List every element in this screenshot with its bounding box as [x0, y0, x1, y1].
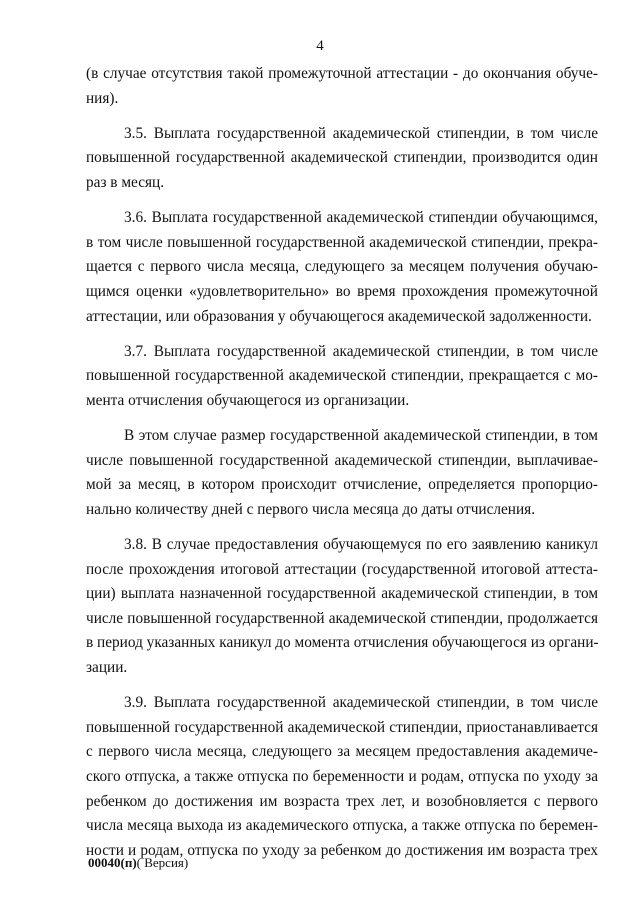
text-line: зации. [86, 659, 128, 677]
text-line: повышенной государственной академической стипендии, производится один [86, 149, 598, 167]
paragraph-3-5 [86, 122, 598, 196]
text-line: 3.7. Выплата государственной академической стипендии, в том числе [124, 342, 598, 360]
text-line: в том числе повышенной государственной академической стипендии, прекра- [86, 233, 598, 251]
text-line: 3.6. Выплата государственной академической стипендии обучающимся, [124, 209, 598, 227]
text-line: ности и родам, отпуска по уходу за ребенком до достижения им возраста трех [86, 841, 598, 859]
text-line: нально количеству дней с первого числа месяца до даты отчисления. [86, 500, 536, 518]
paragraph-3-8 [86, 533, 598, 681]
text-line: числа месяца выхода из академического отпуска, а также отпуска по беремен- [86, 817, 598, 835]
document-body [86, 62, 598, 863]
text-line: 3.8. В случае предоставления обучающемуся по его заявлению каникул [124, 536, 598, 554]
text-line: числе повышенной государственной академической стипендии, выплачивае- [86, 451, 598, 469]
text-line: ции) выплата назначенной государственной академической стипендии, в том [86, 585, 598, 603]
text-line: повышенной государственной академической стипендии, приостанавливается [86, 718, 598, 736]
text-line: после прохождения итоговой аттестации (государственной итоговой аттеста- [86, 560, 598, 578]
document-version: ( Версия) [136, 855, 189, 870]
text-line: В этом случае размер государственной академической стипендии, в том [124, 427, 598, 445]
text-line: повышенной государственной академической стипендии, прекращается с мо- [86, 367, 598, 385]
text-line: раз в месяц. [86, 173, 165, 191]
text-line: (в случае отсутствия такой промежуточной аттестации - до окончания обуче- [86, 65, 598, 82]
text-line: аттестации, или образования у обучающегося академической задолженности. [86, 307, 592, 325]
paragraph-3-7 [86, 340, 598, 414]
text-line: ского отпуска, а также отпуска по беременности и родам, отпуска по уходу за [86, 768, 598, 785]
paragraph-continuation [86, 62, 598, 111]
text-line: 3.9. Выплата государственной академической стипендии, в том числе [124, 694, 598, 712]
text-line: мой за месяц, в котором происходит отчисление, определяется пропорцио- [86, 476, 598, 494]
paragraph-3-9 [86, 691, 598, 863]
page-number: 4 [316, 38, 324, 54]
text-line: щается с первого числа месяца, следующего за месяцем получения обучаю- [86, 258, 598, 276]
paragraph-3-7-addendum [86, 424, 598, 522]
text-line: ребенком до достижения им возраста трех лет, и возобновляется с первого [86, 792, 598, 810]
document-code: 00040(п) [88, 855, 137, 870]
paragraph-3-6 [86, 206, 598, 329]
document-footer [88, 854, 188, 872]
text-line: в период указанных каникул до момента отчисления обучающегося из органи- [86, 634, 599, 652]
text-line: числе повышенной государственной академической стипендии, продолжается [86, 609, 598, 627]
text-line: 3.5. Выплата государственной академической стипендии, в том числе [124, 124, 598, 142]
text-line: с первого числа месяца, следующего за месяцем предоставления академиче- [86, 743, 598, 761]
text-line: щимся оценки «удовлетворительно» во время прохождения промежуточной [86, 282, 598, 300]
text-line: ния). [86, 89, 119, 107]
text-line: мента отчисления обучающегося из организации. [86, 391, 410, 409]
